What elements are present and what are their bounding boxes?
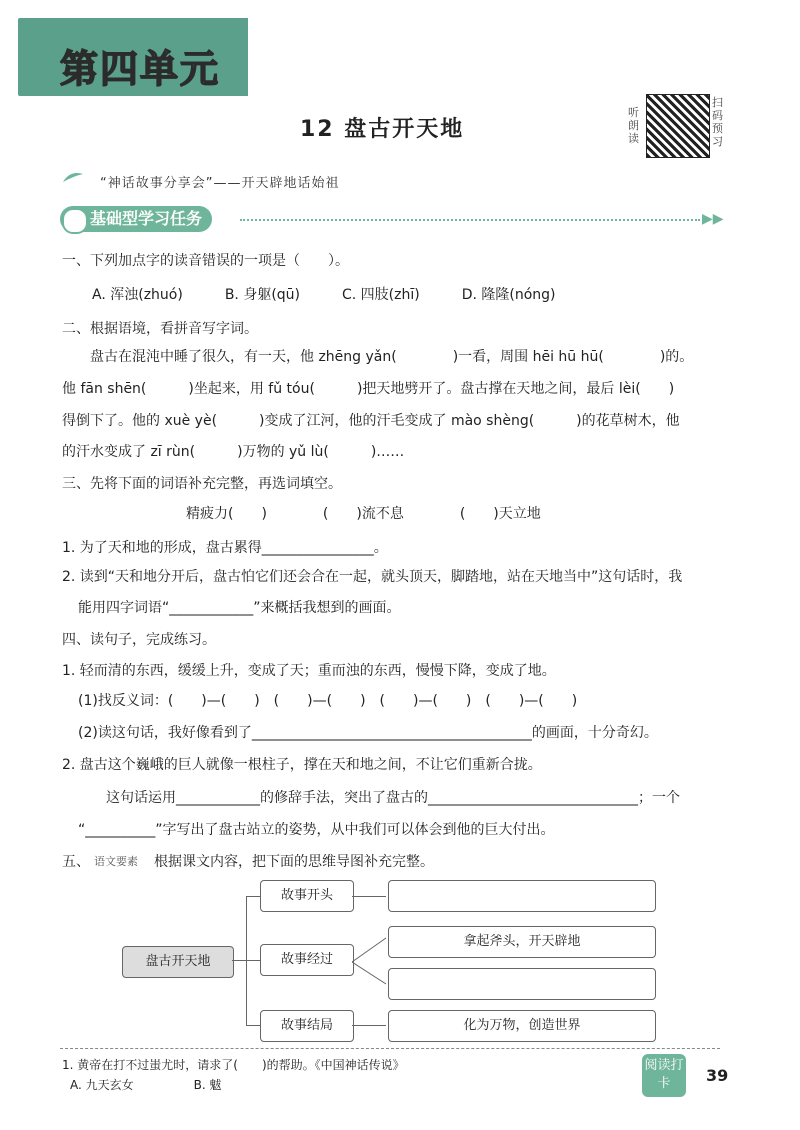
q3-words: 精疲力( ) ( )流不息 ( )天立地 — [186, 506, 541, 522]
reading-checkin-badge[interactable]: 阅读打卡 — [642, 1054, 686, 1097]
qr-listen-label: 听朗读 — [628, 106, 639, 145]
connector — [232, 960, 246, 961]
q3-title: 三、先将下面的词语补充完整，再选词填空。 — [62, 476, 342, 492]
q1-title: 一、下列加点字的读音错误的一项是（ ）。 — [62, 253, 349, 269]
mindmap-middle-answer-blank[interactable] — [388, 968, 656, 1000]
lightbulb-icon — [62, 208, 88, 234]
lesson-subtitle: “神话故事分享会”——开天辟地话始祖 — [100, 176, 340, 191]
q4-imagine: (2)读这句话，我好像看到了________________________________________的画面，十分奇幻。 — [78, 725, 658, 741]
q1-options: A. 浑浊(zhuó) B. 身躯(qū) C. 四肢(zhī) D. 隆隆(nóng) — [92, 287, 556, 303]
q4-title: 四、读句子，完成练习。 — [62, 632, 216, 648]
q4-sentence: 2. 盘古这个巍峨的巨人就像一根柱子，撑在天和地之间，不让它们重新合拢。 — [62, 757, 542, 773]
mindmap-end-answer: 化为万物，创造世界 — [388, 1010, 656, 1042]
q2-line: 他 fān shēn( )坐起来，用 fǔ tóu( )把天地劈开了。盘古撑在天地之间，最后 lèi( ) — [62, 381, 675, 397]
leaf-icon — [62, 170, 84, 184]
mindmap-end: 故事结局 — [260, 1010, 354, 1042]
task-badge: 基础型学习任务 — [60, 206, 212, 232]
qr-code-icon[interactable] — [646, 94, 710, 158]
q2-line: 盘古在混沌中睡了很久，有一天，他 zhēng yǎn( )一看，周围 hēi hū hū( )的。 — [62, 349, 694, 365]
page-number: 39 — [706, 1066, 729, 1085]
mindmap-begin: 故事开头 — [260, 880, 354, 912]
arrow-connector — [352, 1025, 386, 1026]
q4-rhetoric: “__________”字写出了盘古站立的姿势，从中我们可以体会到他的巨大付出。 — [78, 822, 555, 838]
arrow-connector — [352, 896, 386, 897]
connector — [246, 896, 260, 897]
q2-line: 得倒下了。他的 xuè yè( )变成了江河，他的汗毛变成了 mào shèng( )的花草树木，他 — [62, 413, 680, 429]
footer-question: 1. 黄帝在打不过蚩尤时，请求了( )的帮助。《中国神话传说》 — [62, 1058, 405, 1072]
connector — [246, 960, 260, 961]
q4-sentence: 1. 轻而清的东西，缓缓上升，变成了天；重而浊的东西，慢慢下降，变成了地。 — [62, 663, 556, 679]
q5-tag: 语文要素 — [94, 855, 138, 868]
mindmap-root: 盘古开天地 — [122, 946, 234, 978]
branch-arrow-icon — [352, 928, 388, 996]
mindmap-begin-answer[interactable] — [388, 880, 656, 912]
connector — [246, 1025, 260, 1026]
unit-title: 第四单元 — [60, 47, 221, 91]
footer-divider — [60, 1048, 720, 1049]
q3-sentence: 1. 为了天和地的形成，盘古累得________________。 — [62, 540, 388, 556]
q5-title: 根据课文内容，把下面的思维导图补充完整。 — [154, 854, 434, 870]
mindmap-middle: 故事经过 — [260, 944, 354, 976]
q2-title: 二、根据语境，看拼音写字词。 — [62, 321, 258, 337]
q3-sentence: 能用四字词语“____________”来概括我想到的画面。 — [78, 600, 401, 616]
double-arrow-icon: ▶▶ — [702, 211, 724, 227]
q5-number: 五、 — [62, 854, 90, 870]
footer-options: A. 九天玄女 B. 魃 — [70, 1078, 222, 1092]
lesson-title: 12 盘古开天地 — [300, 117, 465, 142]
qr-scan-label: 扫码预习 — [712, 96, 723, 148]
q4-antonyms: (1)找反义词：( )—( ) ( )—( ) ( )—( ) ( )—( ) — [78, 693, 578, 709]
connector — [246, 896, 247, 1026]
divider — [240, 219, 700, 221]
q4-rhetoric: 这句话运用____________的修辞手法，突出了盘古的______________________________；一个 — [106, 790, 680, 806]
mindmap-middle-answer: 拿起斧头，开天辟地 — [388, 926, 656, 958]
q2-line: 的汗水变成了 zī rùn( )万物的 yǔ lù( )…… — [62, 444, 405, 460]
q3-sentence: 2. 读到“天和地分开后，盘古怕它们还会合在一起，就头顶天，脚踏地，站在天地当中”这句话时，我 — [62, 569, 683, 585]
